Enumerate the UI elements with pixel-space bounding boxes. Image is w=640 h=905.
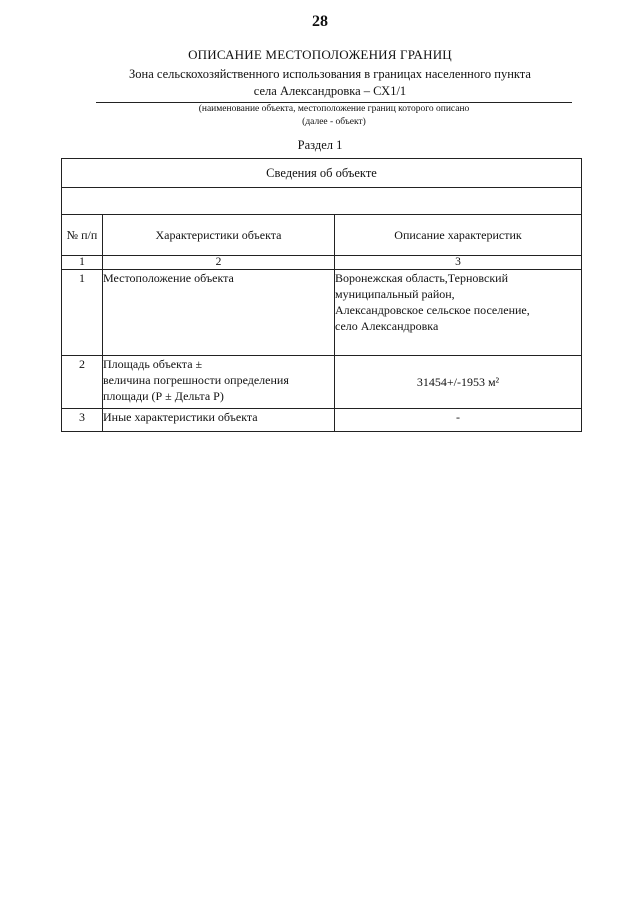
cell-line: 31454+/-1953 м² (416, 375, 500, 389)
subtitle-line: Зона сельскохозяйственного использования в границах населенного пункта (129, 67, 531, 81)
cell-line: Площадь объекта ± (103, 357, 203, 371)
row-characteristic (103, 270, 335, 356)
header-index: № п/п (62, 215, 103, 256)
table-caption: Сведения об объекте (62, 159, 582, 188)
column-number: 2 (103, 256, 335, 270)
header-description: Описание характеристик (335, 215, 582, 256)
table-header-row (62, 215, 582, 256)
empty-cell (62, 188, 582, 215)
row-description (335, 409, 582, 432)
section-label: Раздел 1 (297, 138, 343, 152)
cell-line: Местоположение объекта (103, 271, 234, 285)
cell-line: Иные характеристики объекта (103, 410, 258, 424)
row-index: 3 (62, 409, 103, 432)
column-number-row (62, 256, 582, 270)
cell-line: Александровское сельское поселение, (335, 303, 530, 317)
cell-line: Воронежская область,Терновский (335, 271, 509, 285)
object-subtitle (90, 66, 570, 100)
table-row (62, 270, 582, 356)
header-characteristic: Характеристики объекта (103, 215, 335, 256)
row-characteristic (103, 356, 335, 409)
table-row (62, 409, 582, 432)
cell-line: - (456, 410, 461, 424)
table-row (62, 356, 582, 409)
table-caption-row (62, 159, 582, 188)
note-line: (далее - объект) (302, 117, 366, 127)
cell-line: село Александровка (335, 319, 439, 333)
column-number: 3 (335, 256, 582, 270)
row-description (335, 270, 582, 356)
row-characteristic (103, 409, 335, 432)
cell-line: муниципальный район, (335, 287, 455, 301)
column-number: 1 (62, 256, 103, 270)
subtitle-line: села Александровка – СХ1/1 (253, 84, 407, 98)
object-name-note (96, 103, 572, 129)
object-info-table (61, 158, 582, 432)
note-line: (наименование объекта, местоположение границ которого описано (198, 104, 470, 114)
cell-line: площади (Р ± Дельта Р) (103, 389, 224, 403)
table-spacer-row (62, 188, 582, 215)
document-title: ОПИСАНИЕ МЕСТОПОЛОЖЕНИЯ ГРАНИЦ (188, 47, 452, 62)
page-number: 28 (312, 13, 328, 30)
cell-line: величина погрешности определения (103, 373, 289, 387)
row-index: 2 (62, 356, 103, 409)
row-description (335, 356, 582, 409)
row-index: 1 (62, 270, 103, 356)
